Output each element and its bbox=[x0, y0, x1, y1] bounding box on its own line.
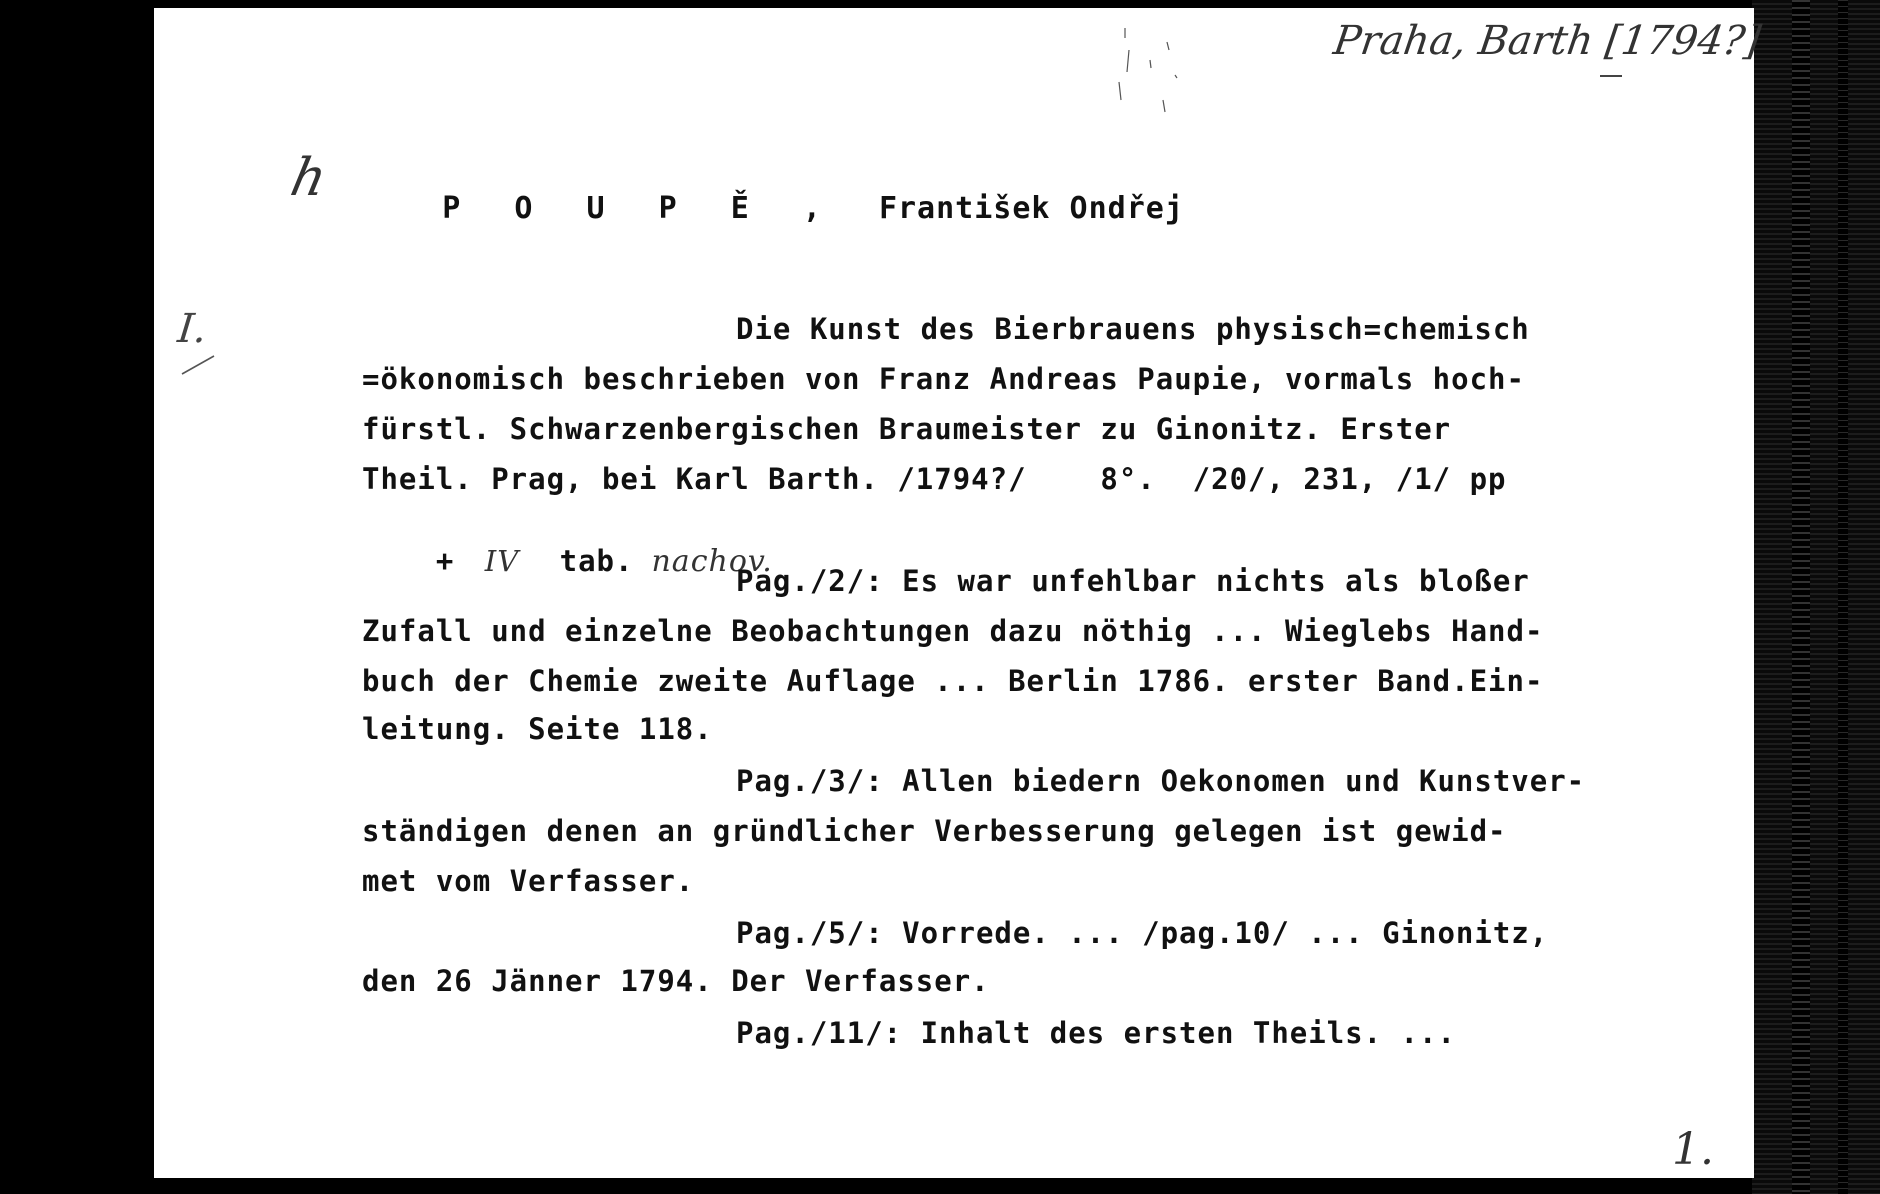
handwritten-underline bbox=[1600, 72, 1626, 80]
handwritten-page-number: 1. bbox=[1672, 1124, 1714, 1175]
handwritten-location-note: Praha, Barth [1794?] bbox=[1330, 18, 1764, 64]
body-line-8: buch der Chemie zweite Auflage ... Berlin 1786. erster Band.Ein- bbox=[362, 664, 1544, 698]
scan-edge-strip-2 bbox=[1838, 0, 1848, 1194]
body-line-14: den 26 Jänner 1794. Der Verfasser. bbox=[362, 964, 990, 998]
plates-roman-handwritten: IV bbox=[484, 544, 520, 578]
scan-edge-strip bbox=[1792, 0, 1810, 1194]
body-line-3: fürstl. Schwarzenbergischen Braumeister zu Ginonitz. Erster bbox=[362, 412, 1452, 446]
handwritten-slash-mark bbox=[180, 348, 220, 378]
plates-suffix: tab. bbox=[541, 544, 634, 578]
body-line-pag3: Pag./3/: Allen biedern Oekonomen und Kunstver- bbox=[736, 764, 1586, 798]
body-line-pag2: Pag./2/: Es war unfehlbar nichts als bloßer bbox=[736, 564, 1530, 598]
handwritten-roman-numeral: I. bbox=[175, 306, 209, 352]
scan-edge-right bbox=[1752, 0, 1880, 1194]
body-line-2: =ökonomisch beschrieben von Franz Andreas Paupie, vormals hoch- bbox=[362, 362, 1525, 396]
card-heading bbox=[366, 156, 1184, 261]
body-line-7: Zufall und einzelne Beobachtungen dazu nöthig ... Wieglebs Hand- bbox=[362, 614, 1544, 648]
body-line-plates bbox=[362, 510, 773, 613]
body-line-pag11: Pag./11/: Inhalt des ersten Theils. ... bbox=[736, 1016, 1456, 1050]
heading-surname: P O U P Ě , bbox=[442, 191, 839, 226]
body-line-11: ständigen denen an gründlicher Verbesserung gelegen ist gewid- bbox=[362, 814, 1507, 848]
heading-given-name: František Ondřej bbox=[878, 191, 1184, 226]
plates-handwritten-note: nachov. bbox=[651, 544, 773, 579]
body-line-9: leitung. Seite 118. bbox=[362, 712, 713, 746]
handwritten-mark-h: h bbox=[285, 148, 332, 208]
body-line-12: met vom Verfasser. bbox=[362, 864, 695, 898]
body-line-1: Die Kunst des Bierbrauens physisch=chemisch bbox=[736, 312, 1530, 346]
plates-plus: + bbox=[435, 544, 473, 578]
body-line-pag5: Pag./5/: Vorrede. ... /pag.10/ ... Ginonitz, bbox=[736, 916, 1549, 950]
scan-speckle bbox=[1105, 20, 1195, 115]
body-line-4: Theil. Prag, bei Karl Barth. /1794?/ 8°. /20/, 231, /1/ pp bbox=[362, 462, 1507, 496]
